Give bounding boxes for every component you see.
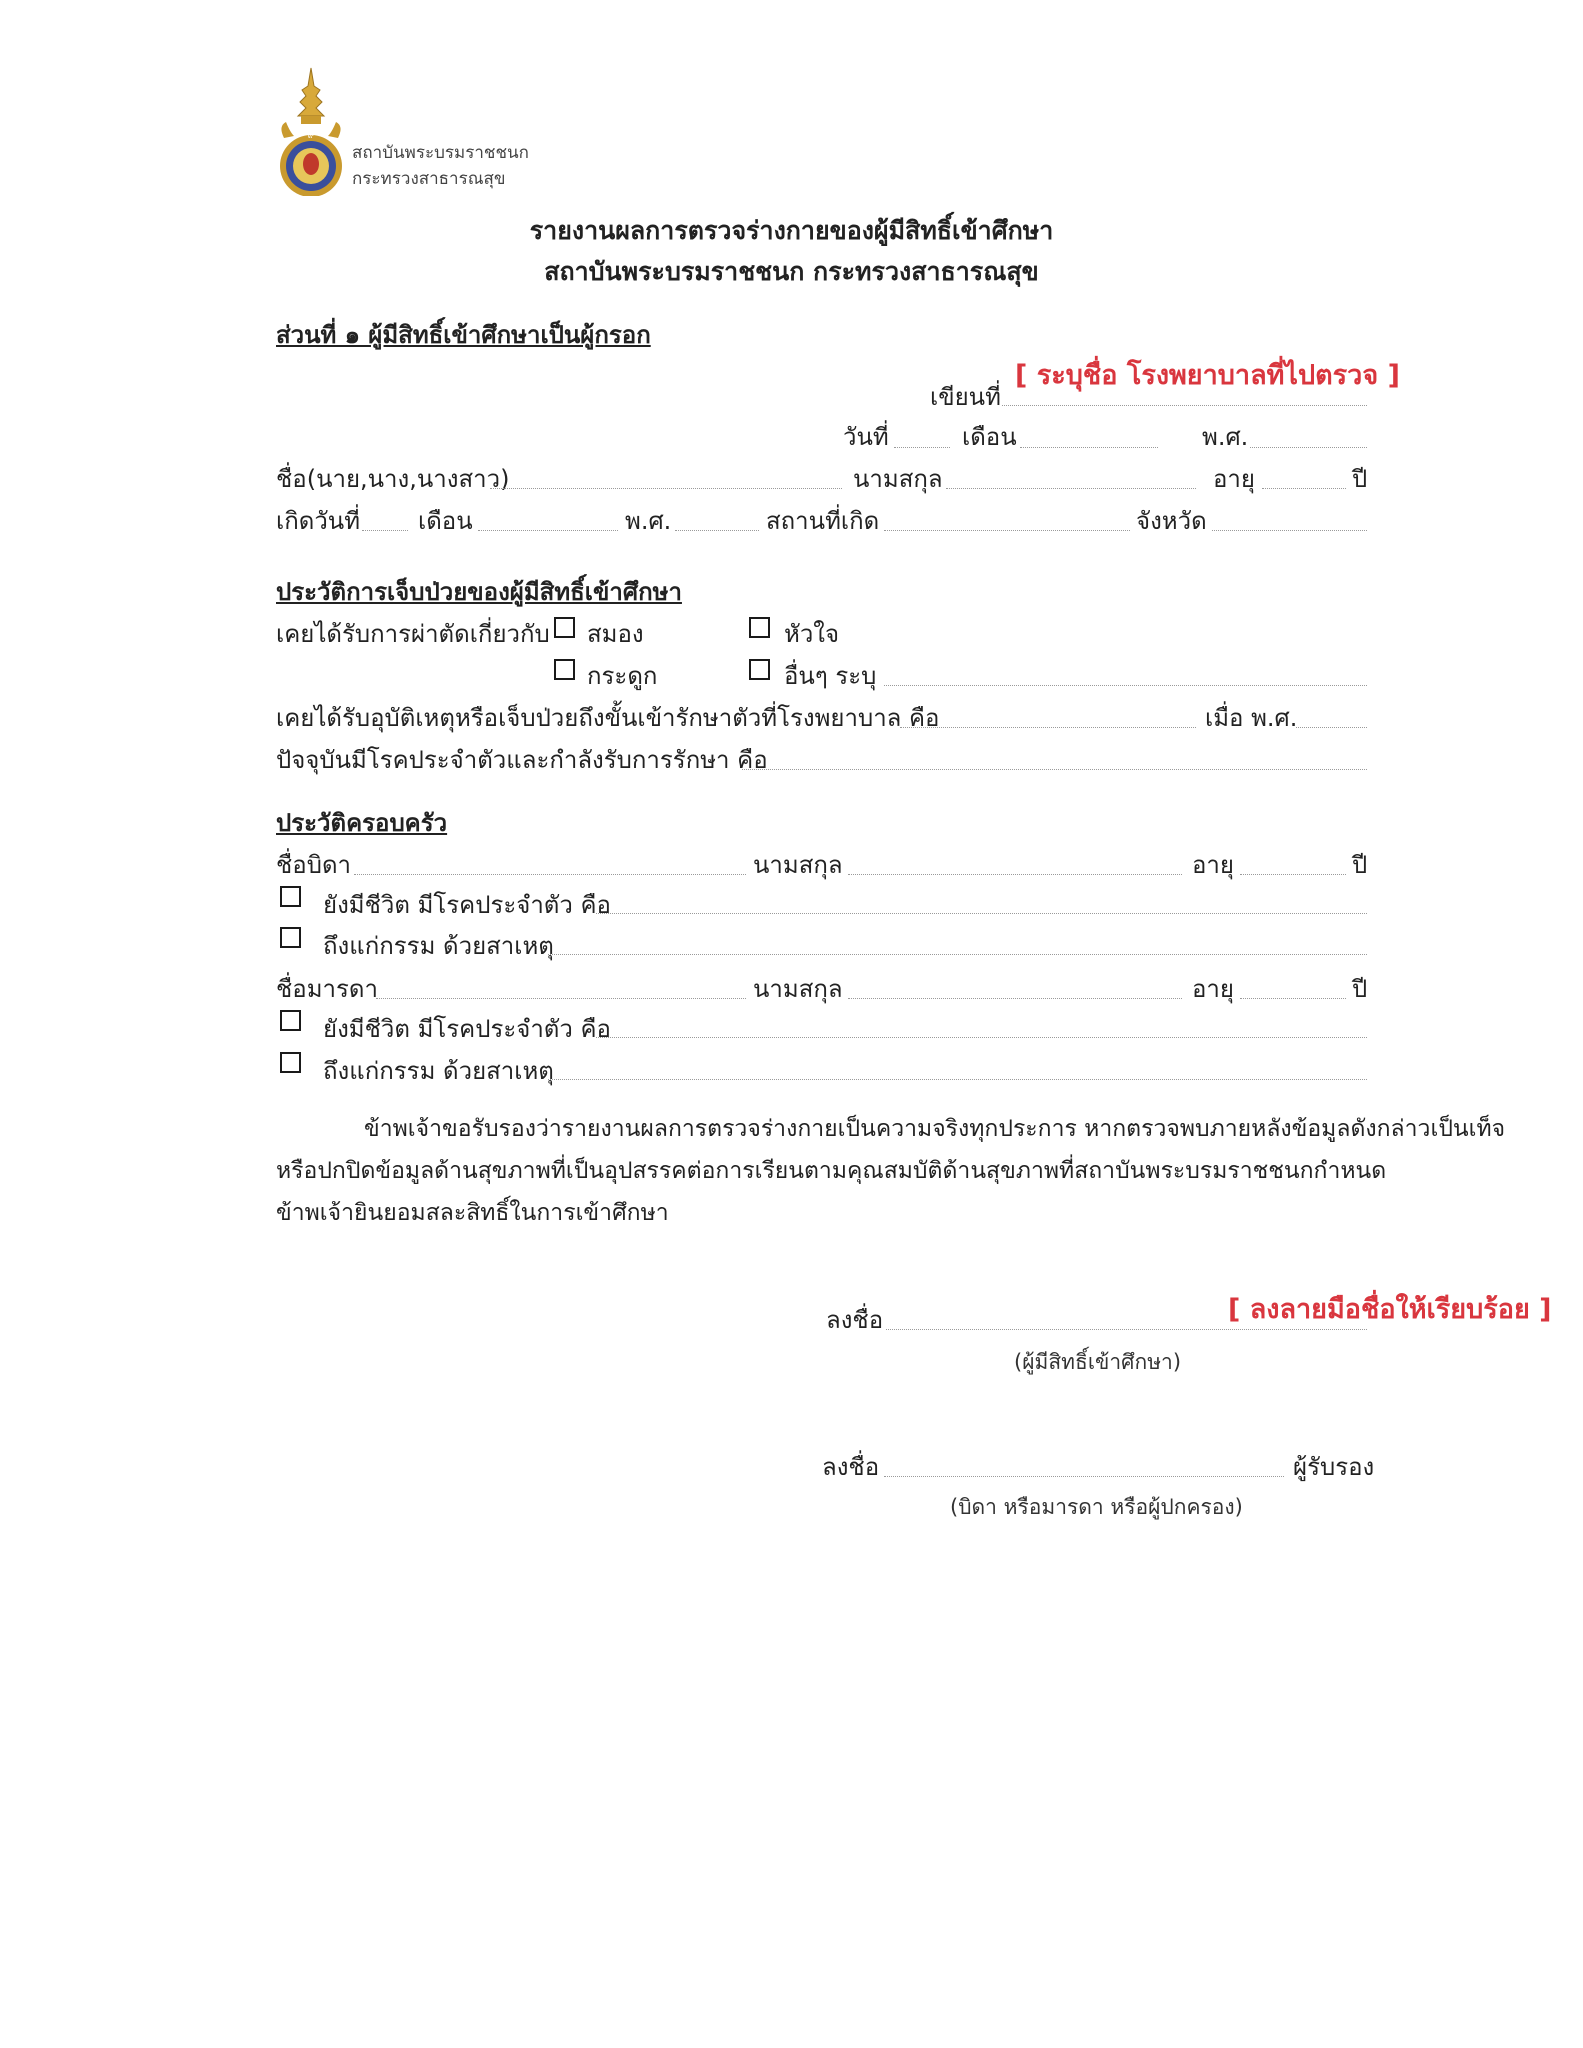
mother-deceased-checkbox[interactable] bbox=[280, 1052, 301, 1073]
mother-alive-checkbox[interactable] bbox=[280, 1010, 301, 1031]
birth-year-label: พ.ศ. bbox=[625, 507, 672, 535]
org-name-line2: กระทรวงสาธารณสุข bbox=[352, 169, 506, 189]
signature-annotation: [ ลงลายมือชื่อให้เรียบร้อย ] bbox=[1228, 1294, 1552, 1325]
birth-place-label: สถานที่เกิด bbox=[766, 507, 880, 535]
heart-checkbox[interactable] bbox=[749, 617, 770, 638]
hospital-annotation: [ ระบุชื่อ โรงพยาบาลที่ไปตรวจ ] bbox=[1015, 360, 1400, 391]
father-alive-label: ยังมีชีวิต มีโรคประจำตัว คือ bbox=[323, 891, 611, 919]
document-title: รายงานผลการตรวจร่างกายของผู้มีสิทธิ์เข้าศึกษา bbox=[529, 216, 1054, 245]
surname-label: นามสกุล bbox=[853, 465, 943, 493]
father-deceased-label: ถึงแก่กรรม ด้วยสาเหตุ bbox=[323, 932, 554, 960]
father-disease-field[interactable] bbox=[596, 913, 1367, 914]
chronic-label: ปัจจุบันมีโรคประจำตัวและกำลังรับการรักษา คือ bbox=[276, 746, 768, 774]
certifier-label: ผู้รับรอง bbox=[1293, 1453, 1375, 1481]
accident-year-label: เมื่อ พ.ศ. bbox=[1205, 704, 1298, 732]
father-deceased-checkbox[interactable] bbox=[280, 927, 301, 948]
mother-disease-field[interactable] bbox=[596, 1037, 1367, 1038]
declaration-line2: หรือปกปิดข้อมูลด้านสุขภาพที่เป็นอุปสรรคต่อการเรียนตามคุณสมบัติด้านสุขภาพที่สถาบันพระบรมราชชนกกำหนด bbox=[276, 1158, 1387, 1184]
guardian-signature-field[interactable] bbox=[884, 1476, 1284, 1477]
family-heading: ประวัติครอบครัว bbox=[276, 809, 448, 837]
mother-age-label: อายุ bbox=[1192, 975, 1234, 1003]
age-unit: ปี bbox=[1352, 465, 1368, 493]
heart-label: หัวใจ bbox=[784, 620, 840, 648]
accident-label: เคยได้รับอุบัติเหตุหรือเจ็บป่วยถึงขั้นเข้ารักษาตัวที่โรงพยาบาล คือ bbox=[276, 704, 940, 732]
birth-date-field[interactable] bbox=[362, 530, 408, 531]
chronic-field[interactable] bbox=[742, 769, 1367, 770]
year-label: พ.ศ. bbox=[1202, 423, 1249, 451]
father-age-field[interactable] bbox=[1240, 874, 1346, 875]
birth-month-label: เดือน bbox=[418, 507, 473, 535]
father-surname-label: นามสกุล bbox=[753, 851, 843, 879]
guardian-sign-label: ลงชื่อ bbox=[822, 1453, 880, 1481]
mother-deceased-label: ถึงแก่กรรม ด้วยสาเหตุ bbox=[323, 1057, 554, 1085]
age-field[interactable] bbox=[1262, 488, 1346, 489]
mother-age-field[interactable] bbox=[1240, 998, 1346, 999]
brain-checkbox[interactable] bbox=[554, 617, 575, 638]
month-label: เดือน bbox=[962, 423, 1017, 451]
father-alive-checkbox[interactable] bbox=[280, 886, 301, 907]
father-cause-field[interactable] bbox=[548, 954, 1367, 955]
name-label: ชื่อ(นาย,นาง,นางสาว) bbox=[276, 465, 510, 493]
surgery-label: เคยได้รับการผ่าตัดเกี่ยวกับ bbox=[276, 620, 550, 648]
written-at-field[interactable] bbox=[1002, 405, 1367, 406]
mother-surname-field[interactable] bbox=[848, 998, 1182, 999]
date-field[interactable] bbox=[894, 447, 950, 448]
father-name-field[interactable] bbox=[354, 874, 746, 875]
mother-label: ชื่อมารดา bbox=[276, 975, 378, 1003]
guardian-caption: (บิดา หรือมารดา หรือผู้ปกครอง) bbox=[950, 1495, 1243, 1519]
other-checkbox[interactable] bbox=[749, 659, 770, 680]
accident-field[interactable] bbox=[900, 727, 1196, 728]
institute-logo bbox=[276, 66, 346, 196]
father-surname-field[interactable] bbox=[848, 874, 1182, 875]
accident-year-field[interactable] bbox=[1296, 727, 1367, 728]
brain-label: สมอง bbox=[587, 620, 644, 648]
year-field[interactable] bbox=[1250, 447, 1367, 448]
mother-name-field[interactable] bbox=[376, 998, 746, 999]
student-caption: (ผู้มีสิทธิ์เข้าศึกษา) bbox=[1014, 1350, 1182, 1374]
province-field[interactable] bbox=[1212, 530, 1367, 531]
father-label: ชื่อบิดา bbox=[276, 851, 351, 879]
declaration-line3: ข้าพเจ้ายินยอมสละสิทธิ์ในการเข้าศึกษา bbox=[276, 1200, 669, 1226]
father-age-unit: ปี bbox=[1352, 851, 1368, 879]
mother-surname-label: นามสกุล bbox=[753, 975, 843, 1003]
other-field[interactable] bbox=[884, 685, 1367, 686]
other-label: อื่นๆ ระบุ bbox=[784, 662, 877, 690]
name-field[interactable] bbox=[490, 488, 842, 489]
mother-age-unit: ปี bbox=[1352, 975, 1368, 1003]
document-subtitle: สถาบันพระบรมราชชนก กระทรวงสาธารณสุข bbox=[544, 257, 1039, 286]
father-age-label: อายุ bbox=[1192, 851, 1234, 879]
org-name-line1: สถาบันพระบรมราชชนก bbox=[352, 143, 529, 163]
birth-date-label: เกิดวันที่ bbox=[276, 507, 361, 535]
birth-year-field[interactable] bbox=[675, 530, 759, 531]
section1-heading: ส่วนที่ ๑ ผู้มีสิทธิ์เข้าศึกษาเป็นผู้กรอก bbox=[276, 321, 651, 349]
bone-checkbox[interactable] bbox=[554, 659, 575, 680]
birth-place-field[interactable] bbox=[884, 530, 1130, 531]
birth-month-field[interactable] bbox=[478, 530, 618, 531]
student-sign-label: ลงชื่อ bbox=[826, 1306, 884, 1334]
mother-cause-field[interactable] bbox=[548, 1079, 1367, 1080]
svg-text:๙: ๙ bbox=[307, 131, 315, 141]
student-signature-field[interactable] bbox=[886, 1329, 1367, 1330]
age-label: อายุ bbox=[1213, 465, 1255, 493]
date-label: วันที่ bbox=[843, 423, 889, 451]
written-at-label: เขียนที่ bbox=[930, 383, 1001, 411]
declaration-line1: ข้าพเจ้าขอรับรองว่ารายงานผลการตรวจร่างกายเป็นความจริงทุกประการ หากตรวจพบภายหลังข้อมูลดังกล่าวเป็นเท็จ bbox=[364, 1116, 1506, 1142]
province-label: จังหวัด bbox=[1136, 507, 1207, 535]
surname-field[interactable] bbox=[946, 488, 1196, 489]
mother-alive-label: ยังมีชีวิต มีโรคประจำตัว คือ bbox=[323, 1015, 611, 1043]
illness-heading: ประวัติการเจ็บป่วยของผู้มีสิทธิ์เข้าศึกษา bbox=[276, 578, 682, 606]
bone-label: กระดูก bbox=[587, 662, 658, 690]
month-field[interactable] bbox=[1020, 447, 1158, 448]
